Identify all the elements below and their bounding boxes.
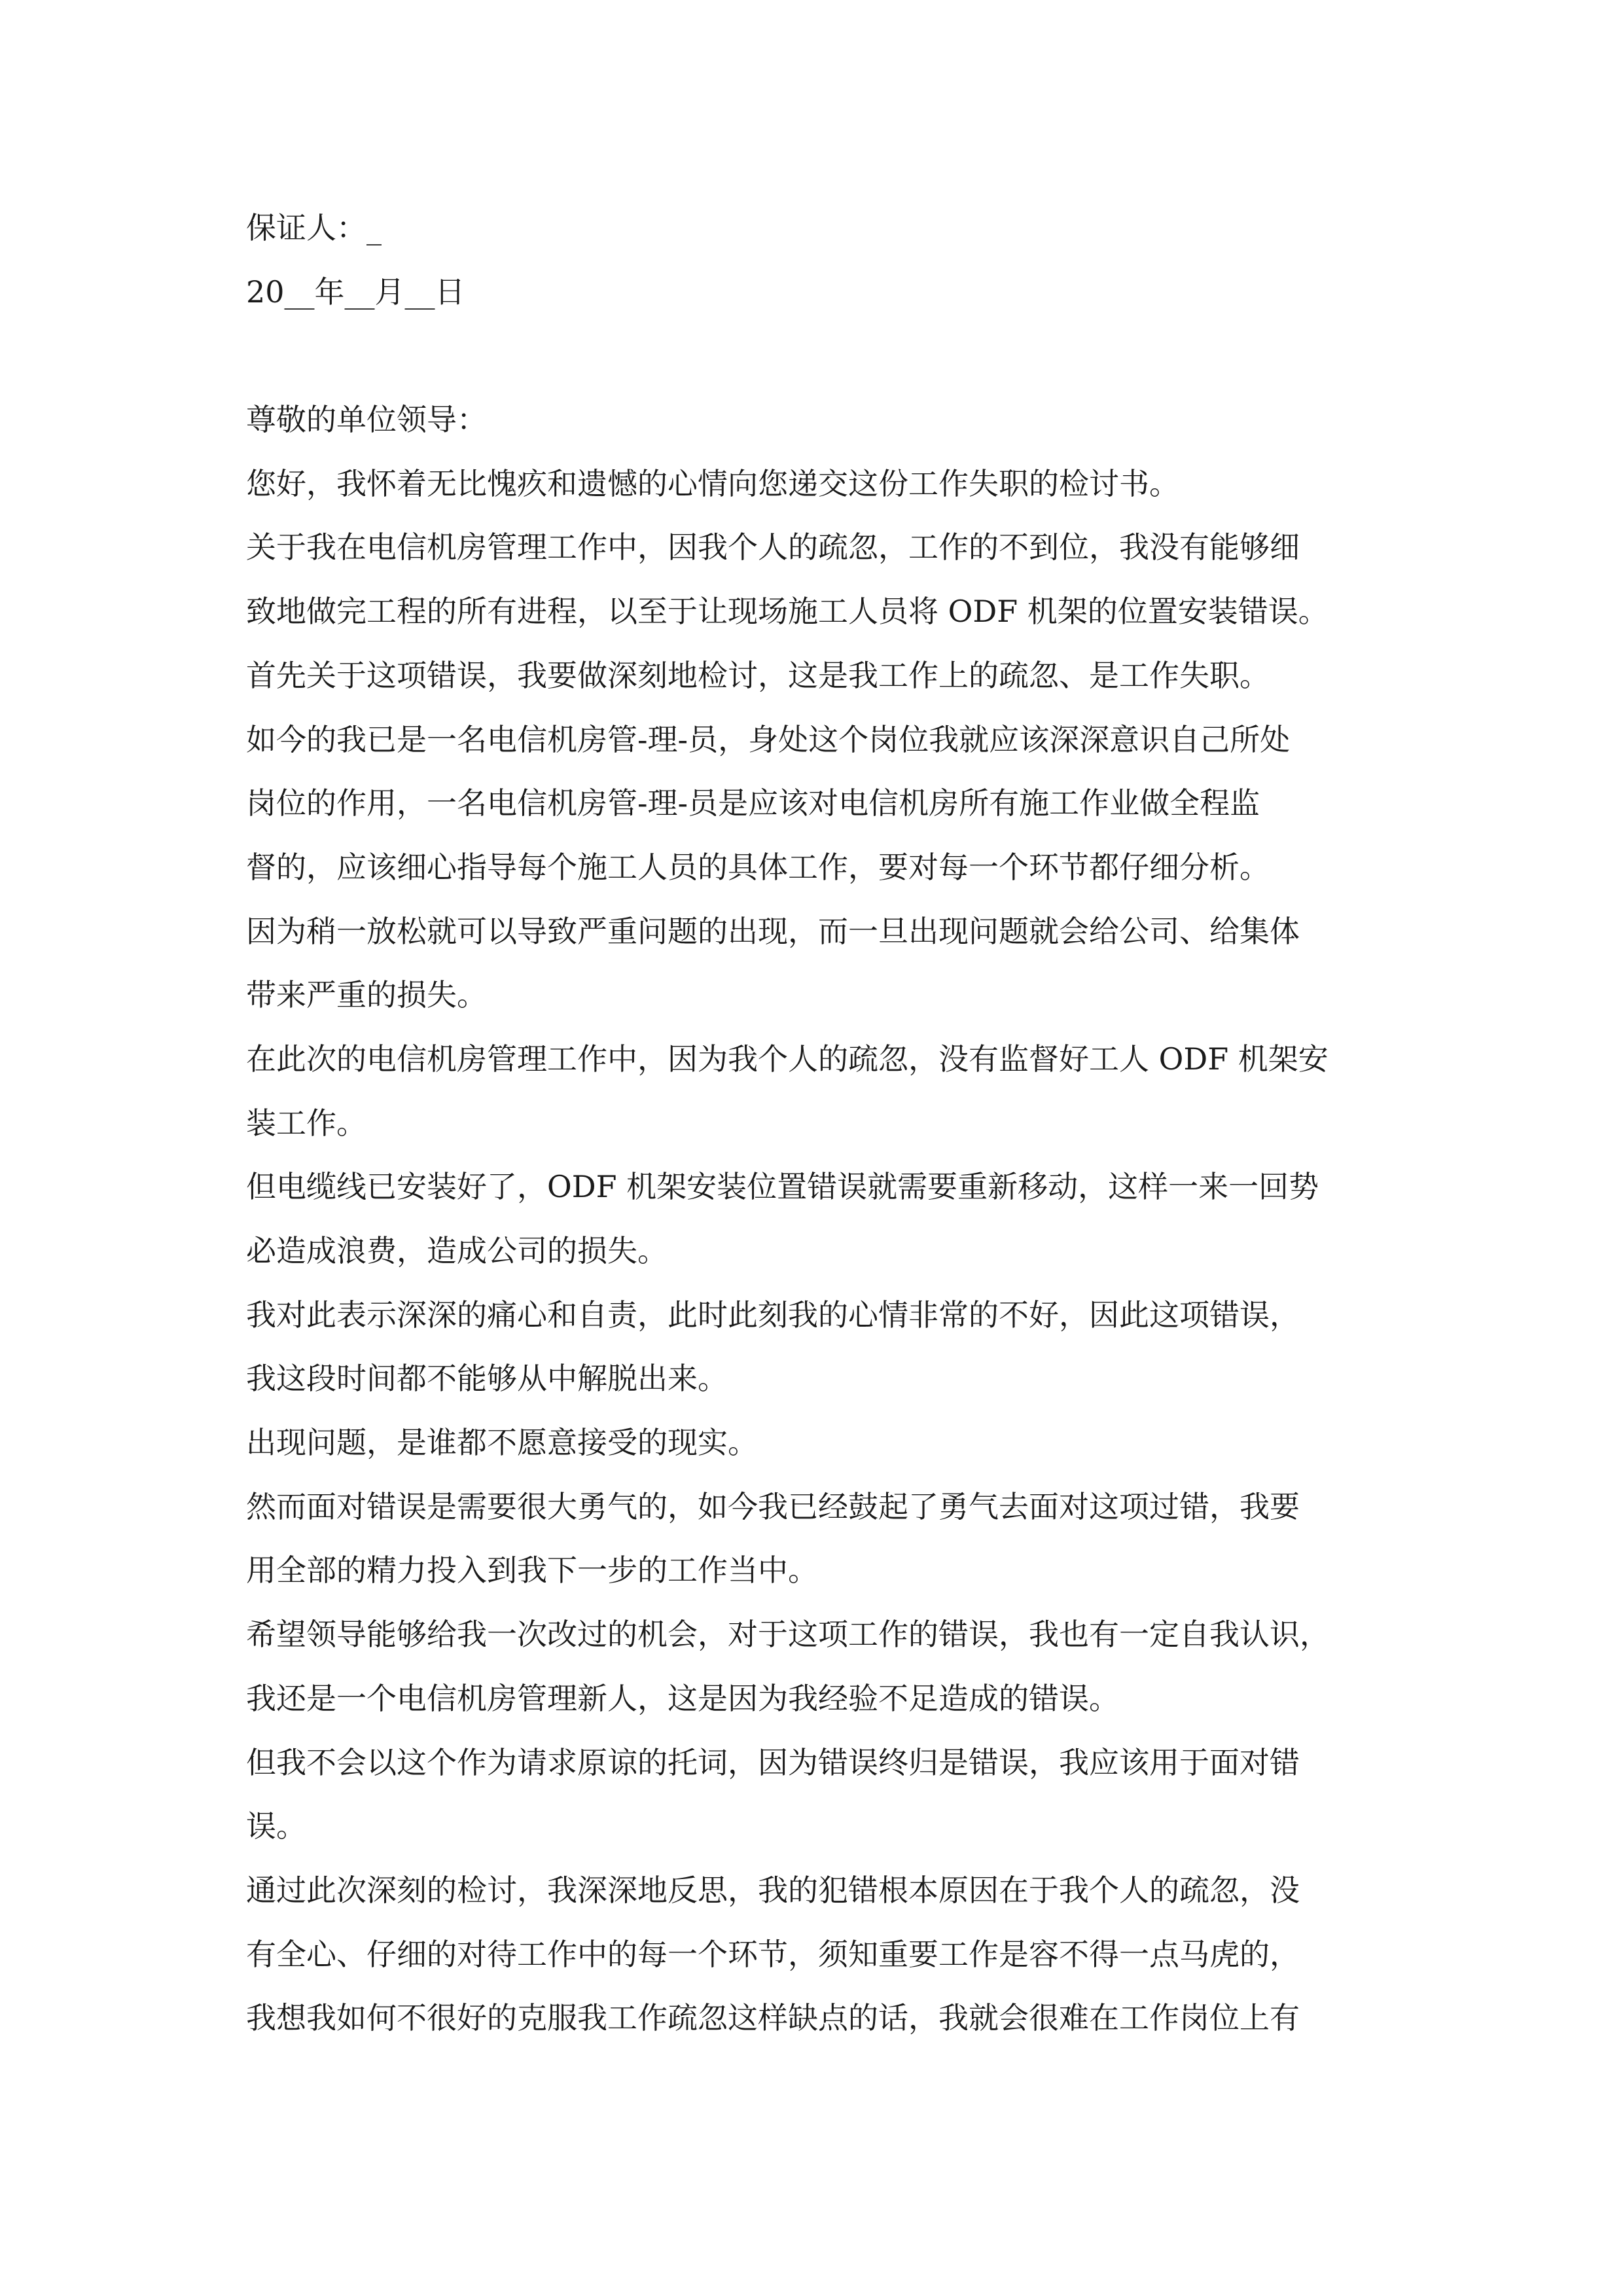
body-line: 希望领导能够给我一次改过的机会，对于这项工作的错误，我也有一定自我认识， [246,1617,1330,1653]
body-line: 我对此表示深深的痛心和自责，此时此刻我的心情非常的不好，因此这项错误， [246,1297,1300,1333]
guarantor-line: 保证人：_ [246,210,382,245]
body-line: 因为稍一放松就可以导致严重问题的出现，而一旦出现问题就会给公司、给集体 [246,913,1300,949]
body-line: 有全心、仔细的对待工作中的每一个环节，须知重要工作是容不得一点马虎的， [246,1936,1300,1972]
blank-spacer [246,324,1398,388]
document-page [246,196,1398,2051]
salutation: 尊敬的单位领导： [246,402,487,438]
body-line: 如今的我已是一名电信机房管-理-员，身处这个岗位我就应该深深意识自己所处 [246,721,1291,757]
body-line: 但电缆线已安装好了，ODF 机架安装位置错误就需要重新移动，这样一来一回势 [246,1169,1319,1205]
body-line: 但我不会以这个作为请求原谅的托词，因为错误终归是错误，我应该用于面对错 [246,1744,1300,1780]
body-line: 关于我在电信机房管理工作中，因我个人的疏忽，工作的不到位，我没有能够细 [246,529,1300,565]
body-line: 首先关于这项错误，我要做深刻地检讨，这是我工作上的疏忽、是工作失职。 [246,657,1270,693]
body-line: 用全部的精力投入到我下一步的工作当中。 [246,1552,818,1588]
body-line: 岗位的作用，一名电信机房管-理-员是应该对电信机房所有施工作业做全程监 [246,785,1260,821]
body-line: 误。 [246,1808,306,1844]
body-line: 带来严重的损失。 [246,977,487,1013]
body-line: 我想我如何不很好的克服我工作疏忽这样缺点的话，我就会很难在工作岗位上有 [246,2000,1300,2036]
body-line: 我这段时间都不能够从中解脱出来。 [246,1361,728,1397]
body-line: 我还是一个电信机房管理新人，这是因为我经验不足造成的错误。 [246,1680,1119,1716]
date-line: 20__年__月__日 [246,274,465,310]
body-line: 出现问题，是谁都不愿意接受的现实。 [246,1425,758,1461]
body-line: 致地做完工程的所有进程，以至于让现场施工人员将 ODF 机架的位置安装错误。 [246,594,1329,630]
body-line: 通过此次深刻的检讨，我深深地反思，我的犯错根本原因在于我个人的疏忽，没 [246,1872,1300,1908]
body-line: 在此次的电信机房管理工作中，因为我个人的疏忽，没有监督好工人 ODF 机架安 [246,1041,1329,1077]
body-line: 然而面对错误是需要很大勇气的，如今我已经鼓起了勇气去面对这项过错，我要 [246,1488,1300,1524]
body-line: 督的，应该细心指导每个施工人员的具体工作，要对每一个环节都仔细分析。 [246,849,1270,885]
body-line: 必造成浪费，造成公司的损失。 [246,1233,668,1268]
body-line: 装工作。 [246,1105,366,1141]
body-line: 您好，我怀着无比愧疚和遗憾的心情向您递交这份工作失职的检讨书。 [246,465,1179,501]
